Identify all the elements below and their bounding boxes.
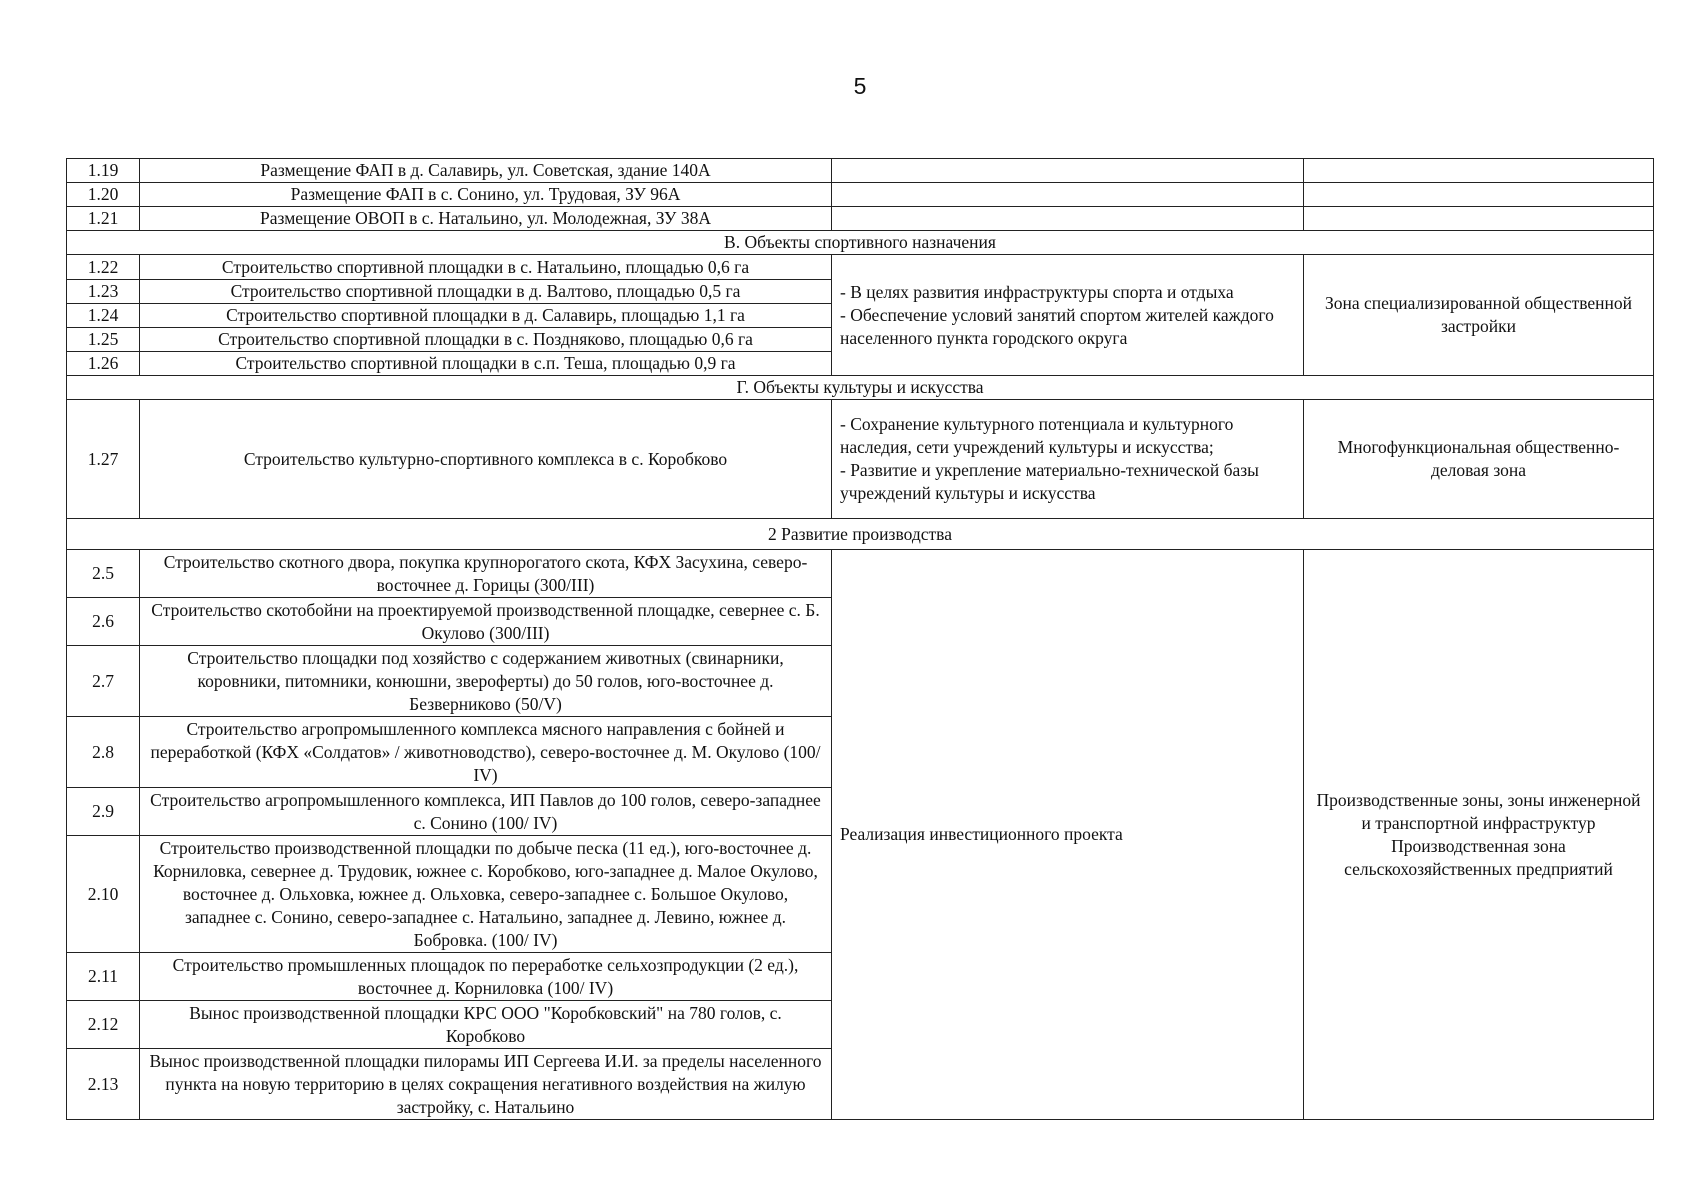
row-zone [1304, 207, 1654, 231]
row-number: 2.6 [67, 598, 140, 646]
section-title-sports: В. Объекты спортивного назначения [67, 231, 1654, 255]
section-header-row [67, 376, 1654, 400]
row-number: 1.23 [67, 280, 140, 304]
row-number: 2.10 [67, 836, 140, 953]
row-title: Строительство скотобойни на проектируемой производственной площадке, севернее с. Б. Окулово (300/III) [140, 598, 832, 646]
row-number: 2.9 [67, 788, 140, 836]
row-title: Строительство спортивной площадки в д. Валтово, площадью 0,5 га [140, 280, 832, 304]
sports-goal: - В целях развития инфраструктуры спорта и отдыха - Обеспечение условий занятий спортом жителей каждого населенного пункта городского округа [832, 255, 1304, 376]
row-title: Строительство спортивной площадки в с. Поздняково, площадью 0,6 га [140, 328, 832, 352]
row-title: Строительство производственной площадки по добыче песка (11 ед.), юго-восточнее д. Корниловка, севернее д. Трудовик, южнее с. Коробково, юго-западнее д. Малое Окулово, восточнее д. Ольховка, южнее д. Ольховка, северо-западнее с. Большое Окулово, западнее с. Сонино, северо-западнее с. Натальино, западнее д. Левино, южнее д. Бобровка. (100/ IV) [140, 836, 832, 953]
row-title: Размещение ФАП в д. Салавирь, ул. Советская, здание 140А [140, 159, 832, 183]
row-number: 2.7 [67, 646, 140, 717]
measures-table [66, 158, 1654, 1120]
row-goal [832, 159, 1304, 183]
row-title: Строительство агропромышленного комплекса мясного направления с бойней и переработкой (КФХ «Солдатов» / животноводство), северо-восточнее д. М. Окулово (100/ IV) [140, 717, 832, 788]
row-number: 1.20 [67, 183, 140, 207]
culture-goal: - Сохранение культурного потенциала и культурного наследия, сети учреждений культуры и искусства; - Развитие и укрепление материально-технической базы учреждений культуры и искусства [832, 400, 1304, 519]
row-goal [832, 183, 1304, 207]
section-header-row [67, 231, 1654, 255]
row-number: 2.13 [67, 1049, 140, 1120]
row-number: 2.11 [67, 953, 140, 1001]
row-number: 1.25 [67, 328, 140, 352]
production-goal: Реализация инвестиционного проекта [832, 550, 1304, 1120]
section-title-production: 2 Развитие производства [67, 519, 1654, 550]
row-number: 2.8 [67, 717, 140, 788]
table-row [67, 183, 1654, 207]
production-zone: Производственные зоны, зоны инженерной и транспортной инфраструктур Производственная зона сельскохозяйственных предприятий [1304, 550, 1654, 1120]
table-row [67, 400, 1654, 519]
row-title: Строительство спортивной площадки в д. Салавирь, площадью 1,1 га [140, 304, 832, 328]
row-title: Размещение ФАП в с. Сонино, ул. Трудовая, ЗУ 96А [140, 183, 832, 207]
table-row [67, 207, 1654, 231]
section-title-culture: Г. Объекты культуры и искусства [67, 376, 1654, 400]
row-title: Строительство культурно-спортивного комплекса в с. Коробково [140, 400, 832, 519]
culture-zone: Многофункциональная общественно-деловая зона [1304, 400, 1654, 519]
row-title: Строительство площадки под хозяйство с содержанием животных (свинарники, коровники, питомники, конюшни, звероферты) до 50 голов, юго-восточнее д. Безверниково (50/V) [140, 646, 832, 717]
section-header-row [67, 519, 1654, 550]
row-zone [1304, 159, 1654, 183]
row-number: 2.5 [67, 550, 140, 598]
row-number: 1.22 [67, 255, 140, 280]
row-number: 1.21 [67, 207, 140, 231]
page-number: 5 [853, 73, 867, 99]
row-goal [832, 207, 1304, 231]
row-number: 1.24 [67, 304, 140, 328]
row-title: Строительство спортивной площадки в с. Натальино, площадью 0,6 га [140, 255, 832, 280]
row-title: Строительство агропромышленного комплекса, ИП Павлов до 100 голов, северо-западнее с. Сонино (100/ IV) [140, 788, 832, 836]
row-number: 1.26 [67, 352, 140, 376]
row-title: Строительство спортивной площадки в с.п. Теша, площадью 0,9 га [140, 352, 832, 376]
row-title: Вынос производственной площадки пилорамы ИП Сергеева И.И. за пределы населенного пункта на новую территорию в целях сокращения негативного воздействия на жилую застройку, с. Натальино [140, 1049, 832, 1120]
row-number: 1.19 [67, 159, 140, 183]
row-number: 1.27 [67, 400, 140, 519]
row-title: Строительство скотного двора, покупка крупнорогатого скота, КФХ Засухина, северо-восточнее д. Горицы (300/III) [140, 550, 832, 598]
row-title: Вынос производственной площадки КРС ООО "Коробковский" на 780 голов, с. Коробково [140, 1001, 832, 1049]
table-row [67, 550, 1654, 598]
table-row [67, 255, 1654, 280]
row-number: 2.12 [67, 1001, 140, 1049]
row-title: Размещение ОВОП в с. Натальино, ул. Молодежная, ЗУ 38А [140, 207, 832, 231]
row-zone [1304, 183, 1654, 207]
row-title: Строительство промышленных площадок по переработке сельхозпродукции (2 ед.), восточнее д. Корниловка (100/ IV) [140, 953, 832, 1001]
sports-zone: Зона специализированной общественной застройки [1304, 255, 1654, 376]
table-row [67, 159, 1654, 183]
